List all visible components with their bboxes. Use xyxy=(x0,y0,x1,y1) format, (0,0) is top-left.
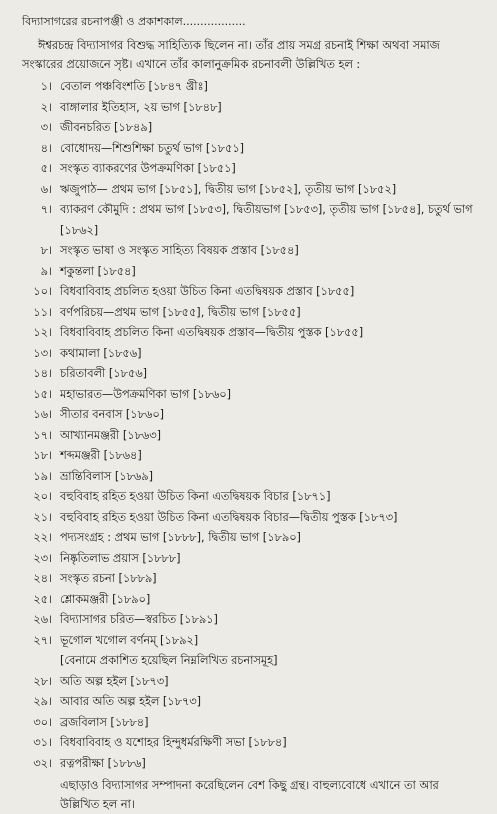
list-item xyxy=(22,282,477,303)
item-text: ঋজুপাঠ— প্রথম ভাগ [১৮৫১], দ্বিতীয় ভাগ [১৮৫২], তৃতীয় ভাগ [১৮৫২] xyxy=(60,182,397,196)
item-text: পদ্যসংগ্রহ : প্রথম ভাগ [১৮৮৮], দ্বিতীয় ভাগ [১৮৯০] xyxy=(60,531,301,544)
item-number: ৫। xyxy=(40,162,52,175)
item-number: ১৮। xyxy=(33,449,52,462)
anonymous-note: [বেনামে প্রকাশিত হয়েছিল নিম্নলিখিত রচনাসমূহ] xyxy=(60,654,278,667)
list-item xyxy=(22,323,477,344)
item-text: বিধবাবিবাহ প্রচলিত কিনা এতদ্বিষয়ক প্রস্তাব—দ্বিতীয় পুস্তক [১৮৫৫] xyxy=(60,326,364,339)
item-text: বিধবাবিবাহ ও যশোহর হিন্দুধর্মরক্ষিণী সভা [১৮৮৪] xyxy=(60,736,287,749)
item-number: ৭। xyxy=(40,203,52,216)
item-number: ১৪। xyxy=(33,367,52,380)
item-text: সংস্কৃত রচনা [১৮৮৯] xyxy=(60,572,157,585)
list-item xyxy=(22,610,477,631)
item-text: সীতার বনবাস [১৮৬০] xyxy=(60,408,165,421)
item-text: আখ্যানমঞ্জরী [১৮৬৩] xyxy=(60,428,162,442)
list-item xyxy=(22,364,477,385)
item-number: ৩। xyxy=(40,121,52,134)
list-item xyxy=(22,98,477,119)
item-number: ২৪। xyxy=(33,572,52,585)
item-number: ২৩। xyxy=(33,551,52,565)
item-number: ১। xyxy=(40,80,52,93)
list-item xyxy=(22,77,477,98)
list-item xyxy=(22,118,477,139)
item-number: ২২। xyxy=(33,531,52,544)
item-text: শকুন্তলা [১৮৫৪] xyxy=(60,264,136,278)
list-item xyxy=(22,344,477,365)
list-item xyxy=(22,590,477,611)
list-item xyxy=(22,528,477,549)
item-number: ২৭। xyxy=(33,633,52,647)
intro-paragraph: ঈশ্বরচন্দ্র বিদ্যাসাগর বিশুদ্ধ সাহিত্যিক ছিলেন না। তাঁর প্রায় সমগ্র রচনাই শিক্ষা অথবা সমাজ সংস্কারের প্রয়োজনে সৃষ্ট। এখানে তাঁর কালানুক্রমিক রচনাবলী উল্লিখিত হল : xyxy=(22,39,440,71)
item-text: ভূগোল খগোল বর্ণনম্‌ [১৮৯২] xyxy=(60,633,199,647)
list-item xyxy=(22,754,477,775)
item-number: ৬। xyxy=(40,182,52,196)
item-number: ২৮। xyxy=(33,674,52,688)
item-number: ১৬। xyxy=(33,408,52,421)
item-number: ২৫। xyxy=(33,592,52,606)
list-item xyxy=(22,672,477,693)
item-text: নিষ্কৃতিলাভ প্রয়াস [১৮৮৮] xyxy=(60,551,181,565)
item-text: বহুবিবাহ রহিত হওয়া উচিত কিনা এতদ্বিষয়ক বিচার [১৮৭১] xyxy=(60,490,331,503)
item-text: ব্রজবিলাস [১৮৮৪] xyxy=(60,715,149,729)
item-text: বোধোদয়—শিশুশিক্ষা চতুর্থ ভাগ [১৮৫১] xyxy=(60,141,245,155)
item-text: ভ্রান্তিবিলাস [১৮৬৯] xyxy=(60,469,154,483)
item-text: অতি অল্প হইল [১৮৭৩] xyxy=(60,674,169,688)
item-number: ৩০। xyxy=(33,715,52,729)
item-number: ৩২। xyxy=(33,756,52,770)
item-text: সংস্কৃত ভাষা ও সংস্কৃত সাহিত্য বিষয়ক প্রস্তাব [১৮৫৪] xyxy=(60,244,299,257)
item-number: ৯। xyxy=(40,264,52,278)
item-number: ১১। xyxy=(33,305,52,319)
list-item xyxy=(22,467,477,488)
list-item xyxy=(22,631,477,652)
item-text: বর্ণপরিচয়—প্রথম ভাগ [১৮৫৫], দ্বিতীয় ভাগ [১৮৫৫] xyxy=(60,305,301,319)
item-text: বিধবাবিবাহ প্রচলিত হওয়া উচিত কিনা এতদ্বিষয়ক প্রস্তাব [১৮৫৫] xyxy=(60,285,355,298)
list-item xyxy=(22,487,477,508)
item-number: ২৯। xyxy=(33,695,52,708)
list-item xyxy=(22,405,477,426)
list-item xyxy=(22,426,477,447)
item-text: বহুবিবাহ রহিত হওয়া উচিত কিনা এতদ্বিষয়ক বিচার—দ্বিতীয় পুস্তক [১৮৭৩] xyxy=(60,510,398,524)
item-number: ৮। xyxy=(40,244,52,257)
list-item xyxy=(22,508,477,529)
item-text: কথামালা [১৮৫৬] xyxy=(60,346,142,360)
item-number: ১৯। xyxy=(33,469,52,483)
list-item xyxy=(22,446,477,467)
item-number: ২১। xyxy=(33,510,52,524)
list-item xyxy=(22,303,477,324)
list-item xyxy=(22,385,477,406)
item-number: ১৩। xyxy=(33,346,52,360)
item-text: আবার অতি অল্প হইল [১৮৭৩] xyxy=(60,695,202,708)
item-number: ২। xyxy=(40,100,52,114)
item-text: শ্লোকমঞ্জরী [১৮৯০] xyxy=(60,592,151,606)
item-text: রত্নপরীক্ষা [১৮৮৬] xyxy=(60,756,146,770)
item-number: ১০। xyxy=(33,285,52,298)
anonymous-works-list xyxy=(22,672,477,775)
item-text: বাঙ্গালার ইতিহাস, ২য় ভাগ [১৮৪৮] xyxy=(60,100,222,114)
item-number: ২০। xyxy=(33,490,52,503)
list-item xyxy=(22,241,477,262)
item-text: মহাভারত—উপক্রমণিকা ভাগ [১৮৬০] xyxy=(60,387,232,401)
works-list xyxy=(22,77,477,651)
list-item xyxy=(22,180,477,201)
item-number: ২৬। xyxy=(33,613,52,626)
item-text: শব্দমঞ্জরী [১৮৬৪] xyxy=(60,449,142,462)
item-text: জীবনচরিত [১৮৪৯] xyxy=(60,121,153,134)
list-item xyxy=(22,569,477,590)
list-item xyxy=(22,713,477,734)
item-number: ৪। xyxy=(40,141,52,155)
list-item xyxy=(22,549,477,570)
list-item xyxy=(22,139,477,160)
item-number: ১৫। xyxy=(33,387,52,401)
item-text: চরিতাবলী [১৮৫৬] xyxy=(60,367,147,380)
item-text: বেতাল পঞ্চবিংশতি [১৮৪৭ খ্রীঃ] xyxy=(60,80,208,93)
item-number: ১৭। xyxy=(33,428,52,442)
list-item xyxy=(22,692,477,713)
list-item xyxy=(22,733,477,754)
item-text: বিদ্যাসাগর চরিত—স্বরচিত [১৮৯১] xyxy=(60,613,218,626)
item-text: সংস্কৃত ব্যাকরণের উপক্রমণিকা [১৮৫১] xyxy=(60,162,236,175)
list-item xyxy=(22,159,477,180)
page-header: বিদ্যাসাগরের রচনাপঞ্জী ও প্রকাশকাল.................. xyxy=(22,15,246,28)
item-text: ব্যাকরণ কৌমুদি : প্রথম ভাগ [১৮৫৩], দ্বিতীয়ভাগ [১৮৫৩], তৃতীয় ভাগ [১৮৫৪], চতুর্থ ভাগ [১৮৬২] xyxy=(60,203,473,237)
list-item xyxy=(22,262,477,283)
item-number: ৩১। xyxy=(33,736,52,749)
closing-paragraph: এছাড়াও বিদ্যাসাগর সম্পাদনা করেছিলেন বেশ কিছু গ্রন্থ। বাহুল্যবোধে এখানে তা আর উল্লিখিত হল না। xyxy=(60,779,439,811)
list-item xyxy=(22,200,477,241)
item-number: ১২। xyxy=(33,326,52,339)
